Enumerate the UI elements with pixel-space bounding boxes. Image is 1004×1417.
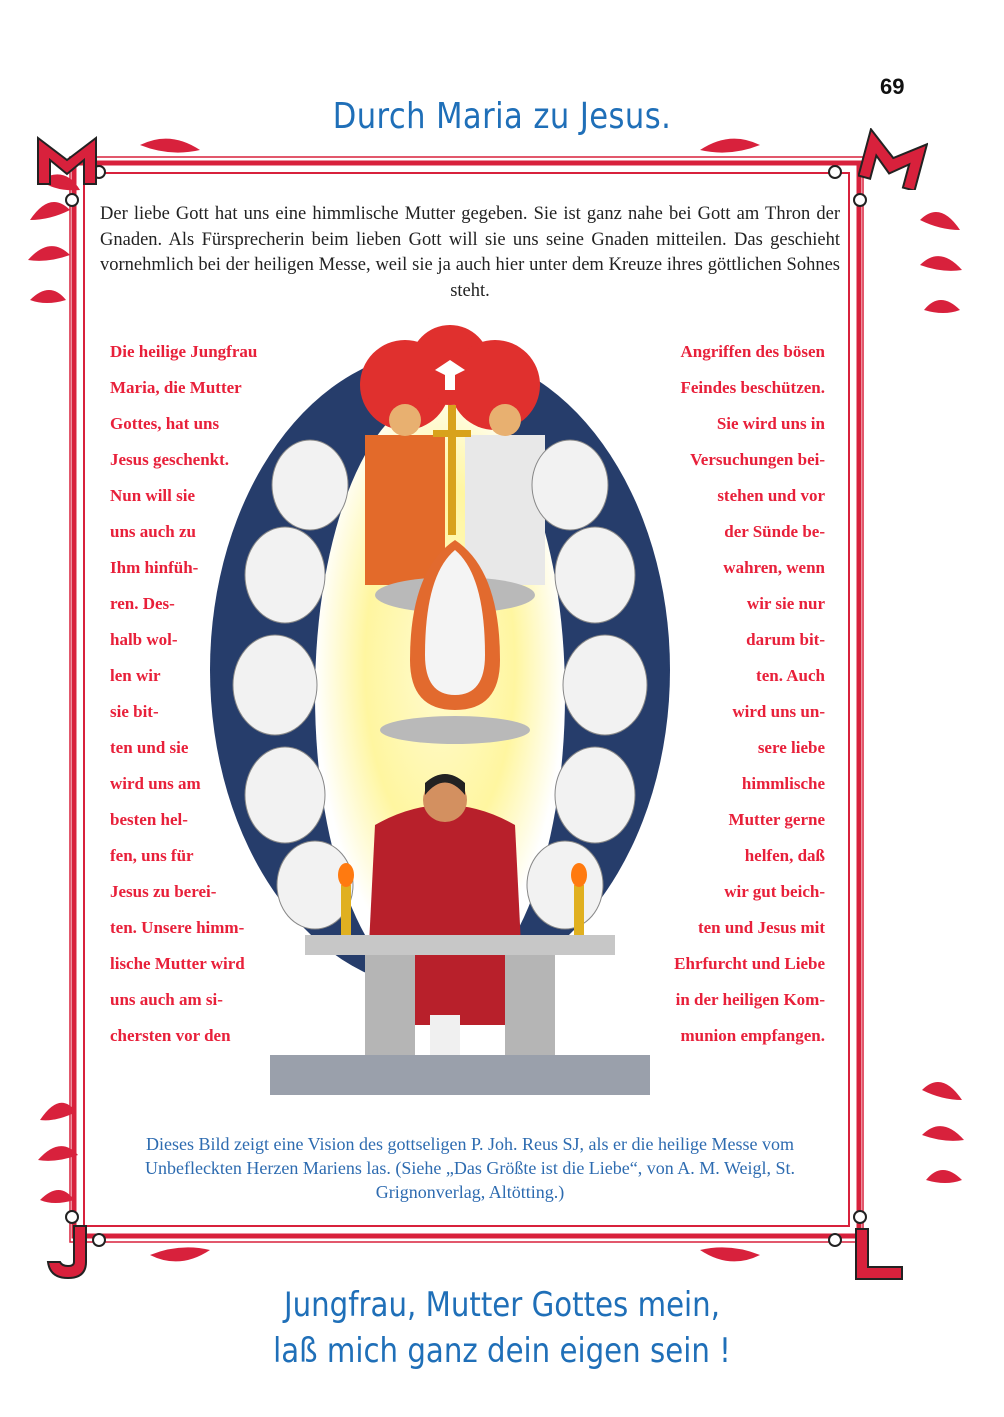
prayer-text xyxy=(70,1282,933,1374)
corner-letter-top-right xyxy=(858,128,928,190)
page-title: Durch Maria zu Jesus. xyxy=(332,96,672,137)
right-line: wird uns un- xyxy=(732,702,825,721)
right-line: helfen, daß xyxy=(744,846,825,865)
intro-paragraph: Der liebe Gott hat uns eine himmlische Mutter gegeben. Sie ist ganz nahe bei Gott am Thron der Gnaden. Als Fürsprecherin beim lieben Gott will sie uns seine Gnaden mitteilen. Das geschieht vornehmlich bei der heiligen Messe, weil sie ja auch hier unter dem Kreuze ihres göttlichen Sohnes steht. xyxy=(100,204,840,301)
prayer-line-1: Jungfrau, Mutter Gottes mein, xyxy=(283,1285,721,1325)
left-line: len wir xyxy=(110,666,161,685)
right-line: himmlische xyxy=(741,774,825,793)
left-line: chersten vor den xyxy=(110,1026,231,1045)
illustration-mass-vision xyxy=(205,325,675,1105)
left-line: uns auch am si- xyxy=(110,990,223,1009)
right-line: munion empfangen. xyxy=(680,1026,825,1045)
prayer-line-2: laß mich ganz dein eigen sein ! xyxy=(273,1331,731,1371)
page-number: 69 xyxy=(880,74,905,99)
right-line: Versuchungen bei- xyxy=(690,450,825,469)
left-line: ten. Unsere himm- xyxy=(110,918,245,937)
left-line: sie bit- xyxy=(110,702,159,721)
right-line: Sie wird uns in xyxy=(716,414,825,433)
left-line: besten hel- xyxy=(110,810,188,829)
corner-letter-bottom-right xyxy=(848,1225,908,1281)
left-line: Maria, die Mutter xyxy=(110,378,242,397)
left-line: ten und sie xyxy=(110,738,189,757)
image-caption: Dieses Bild zeigt eine Vision des gottseligen P. Joh. Reus SJ, als er die heilige Messe vom Unbefleckten Herzen Mariens las. (Siehe „Das Größte ist die Liebe“, von A. M. Weigl, St. Grignonverlag, Altötting.) xyxy=(144,1134,796,1202)
corner-letter-bottom-left xyxy=(40,1222,100,1282)
right-line: der Sünde be- xyxy=(724,522,825,541)
left-line: Nun will sie xyxy=(110,486,196,505)
right-line: Feindes beschützen. xyxy=(680,378,825,397)
left-line: ren. Des- xyxy=(110,594,175,613)
left-line: Gottes, hat uns xyxy=(110,414,220,433)
left-line: halb wol- xyxy=(110,630,178,649)
left-line: lische Mutter wird xyxy=(110,954,245,973)
left-line: Jesus zu berei- xyxy=(110,882,217,901)
right-line: sere liebe xyxy=(757,738,825,757)
left-line: fen, uns für xyxy=(110,846,194,865)
right-line: darum bit- xyxy=(746,630,825,649)
right-line: ten. Auch xyxy=(756,666,825,685)
left-line: Die heilige Jungfrau xyxy=(110,342,258,361)
left-line: wird uns am xyxy=(110,774,201,793)
right-line: Angriffen des bösen xyxy=(680,342,825,361)
right-line: wir sie nur xyxy=(746,594,825,613)
right-line: Mutter gerne xyxy=(728,810,825,829)
left-line: Jesus geschenkt. xyxy=(110,450,230,469)
right-line: ten und Jesus mit xyxy=(697,918,825,937)
right-line: wahren, wenn xyxy=(723,558,825,577)
right-line: stehen und vor xyxy=(717,486,825,505)
right-line: wir gut beich- xyxy=(724,882,825,901)
corner-letter-top-left xyxy=(32,130,102,190)
right-line: Ehrfurcht und Liebe xyxy=(674,954,825,973)
left-line: uns auch zu xyxy=(110,522,196,541)
left-line: Ihm hinfüh- xyxy=(110,558,199,577)
right-line: in der heiligen Kom- xyxy=(675,990,825,1009)
